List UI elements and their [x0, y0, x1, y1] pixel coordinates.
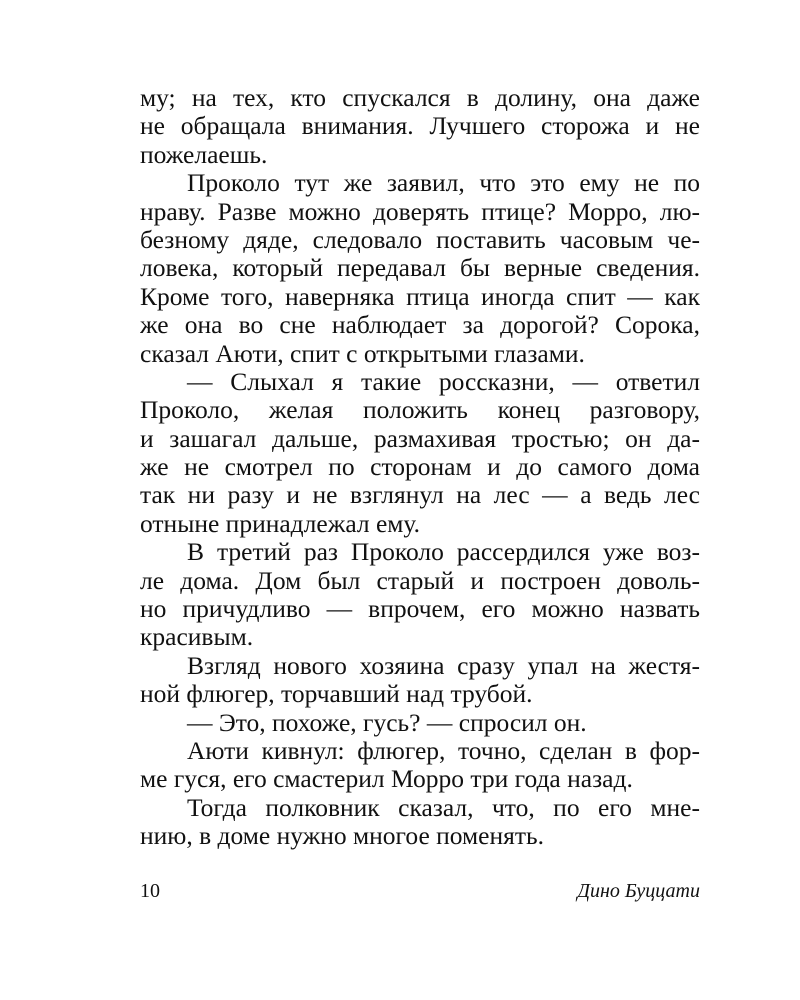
body-text [140, 84, 700, 851]
text-line: Взгляд нового хозяина сразу упал на жестя- [187, 651, 700, 680]
text-line: ной флюгер, торчавший над трубой. [140, 680, 533, 709]
text-line: Тогда полковник сказал, что, по его мне- [187, 793, 700, 822]
text-line: пожелаешь. [140, 140, 268, 169]
text-line: Проколо тут же заявил, что это ему не по [187, 169, 700, 198]
text-line: Кроме того, наверняка птица иногда спит — как [140, 282, 700, 311]
text-line: — Это, похоже, гусь? — спросил он. [187, 708, 587, 737]
page-footer [140, 878, 700, 904]
text-line: Проколо, желая положить конец разговору, [140, 396, 700, 425]
page-number: 10 [140, 880, 160, 902]
running-author: Дино Буццати [577, 880, 700, 902]
text-line: сказал Аюти, спит с открытыми глазами. [140, 339, 585, 368]
text-line: ловека, который передавал бы верные сведения. [140, 254, 700, 283]
text-line: и зашагал дальше, размахивая тростью; он да- [140, 424, 700, 453]
text-line: В третий раз Проколо рассердился уже воз- [187, 538, 700, 567]
text-line: же не смотрел по сторонам и до самого дома [140, 453, 700, 482]
text-line: нию, в доме нужно многое поменять. [140, 822, 545, 851]
text-line: нраву. Разве можно доверять птице? Морро, лю- [140, 197, 700, 226]
text-line: же она во сне наблюдает за дорогой? Сорока, [140, 311, 700, 340]
text-line: отныне принадлежал ему. [140, 509, 420, 538]
text-line: безному дяде, следовало поставить часовым че- [140, 225, 700, 254]
text-line: ле дома. Дом был старый и построен доволь- [140, 566, 700, 595]
text-line: Аюти кивнул: флюгер, точно, сделан в фор- [187, 736, 700, 765]
text-line: но причудливо — впрочем, его можно назвать [140, 595, 700, 624]
text-line: красивым. [140, 623, 254, 652]
text-line: ме гуся, его смастерил Морро три года назад. [140, 765, 633, 794]
text-line: так ни разу и не взглянул на лес — а ведь лес [140, 481, 700, 510]
text-line: — Слыхал я такие россказни, — ответил [187, 367, 700, 396]
text-line: му; на тех, кто спускался в долину, она даже [140, 84, 700, 112]
text-line: не обращала внимания. Лучшего сторожа и не [140, 112, 700, 141]
